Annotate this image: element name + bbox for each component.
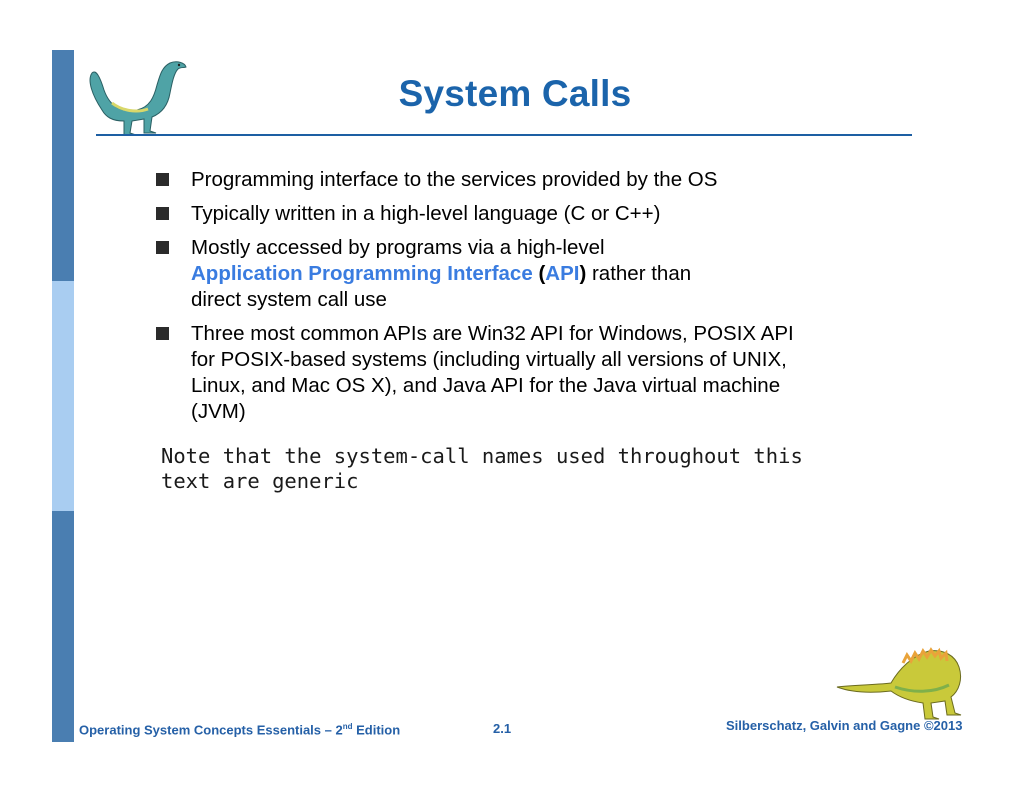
api-term: Application Programming Interface	[191, 262, 533, 285]
list-item	[155, 167, 815, 193]
footer-authors: Silberschatz, Galvin and Gagne ©2013	[726, 718, 963, 733]
bullet-text-prefix: Mostly accessed by programs via a high-level	[191, 236, 605, 259]
footer-page-number: 2.1	[493, 721, 512, 736]
square-bullet-icon	[156, 207, 169, 220]
api-acronym: API	[545, 262, 580, 285]
left-accent-bar-light-segment	[52, 281, 74, 511]
square-bullet-icon	[156, 173, 169, 186]
square-bullet-icon	[156, 241, 169, 254]
note-text: Note that the system-call names used throughout this text are generic	[161, 444, 803, 493]
bullet-text: Three most common APIs are Win32 API for Windows, POSIX API for POSIX-based systems (including virtually all versions of UNIX, Linux, and Mac OS X), and Java API for the Java virtual machine (JVM)	[191, 322, 794, 423]
dinosaur-icon	[833, 641, 967, 723]
paren-close: )	[579, 262, 587, 285]
bullet-list	[155, 167, 815, 433]
paren-open: (	[538, 262, 546, 285]
bullet-text-tail: direct system call use	[191, 288, 387, 311]
square-bullet-icon	[156, 327, 169, 340]
bullet-text-suffix: rather than	[591, 262, 692, 285]
dinosaur-icon	[82, 55, 194, 139]
bullet-text: Programming interface to the services provided by the OS	[191, 168, 718, 191]
title-divider	[96, 134, 912, 136]
list-item	[155, 321, 815, 425]
slide-title: System Calls	[398, 73, 632, 114]
footer-book-title: Operating System Concepts Essentials – 2nd Edition	[79, 722, 401, 738]
list-item	[155, 201, 815, 227]
list-item	[155, 235, 815, 313]
bullet-text: Typically written in a high-level language (C or C++)	[191, 202, 661, 225]
left-accent-bar	[52, 50, 74, 742]
